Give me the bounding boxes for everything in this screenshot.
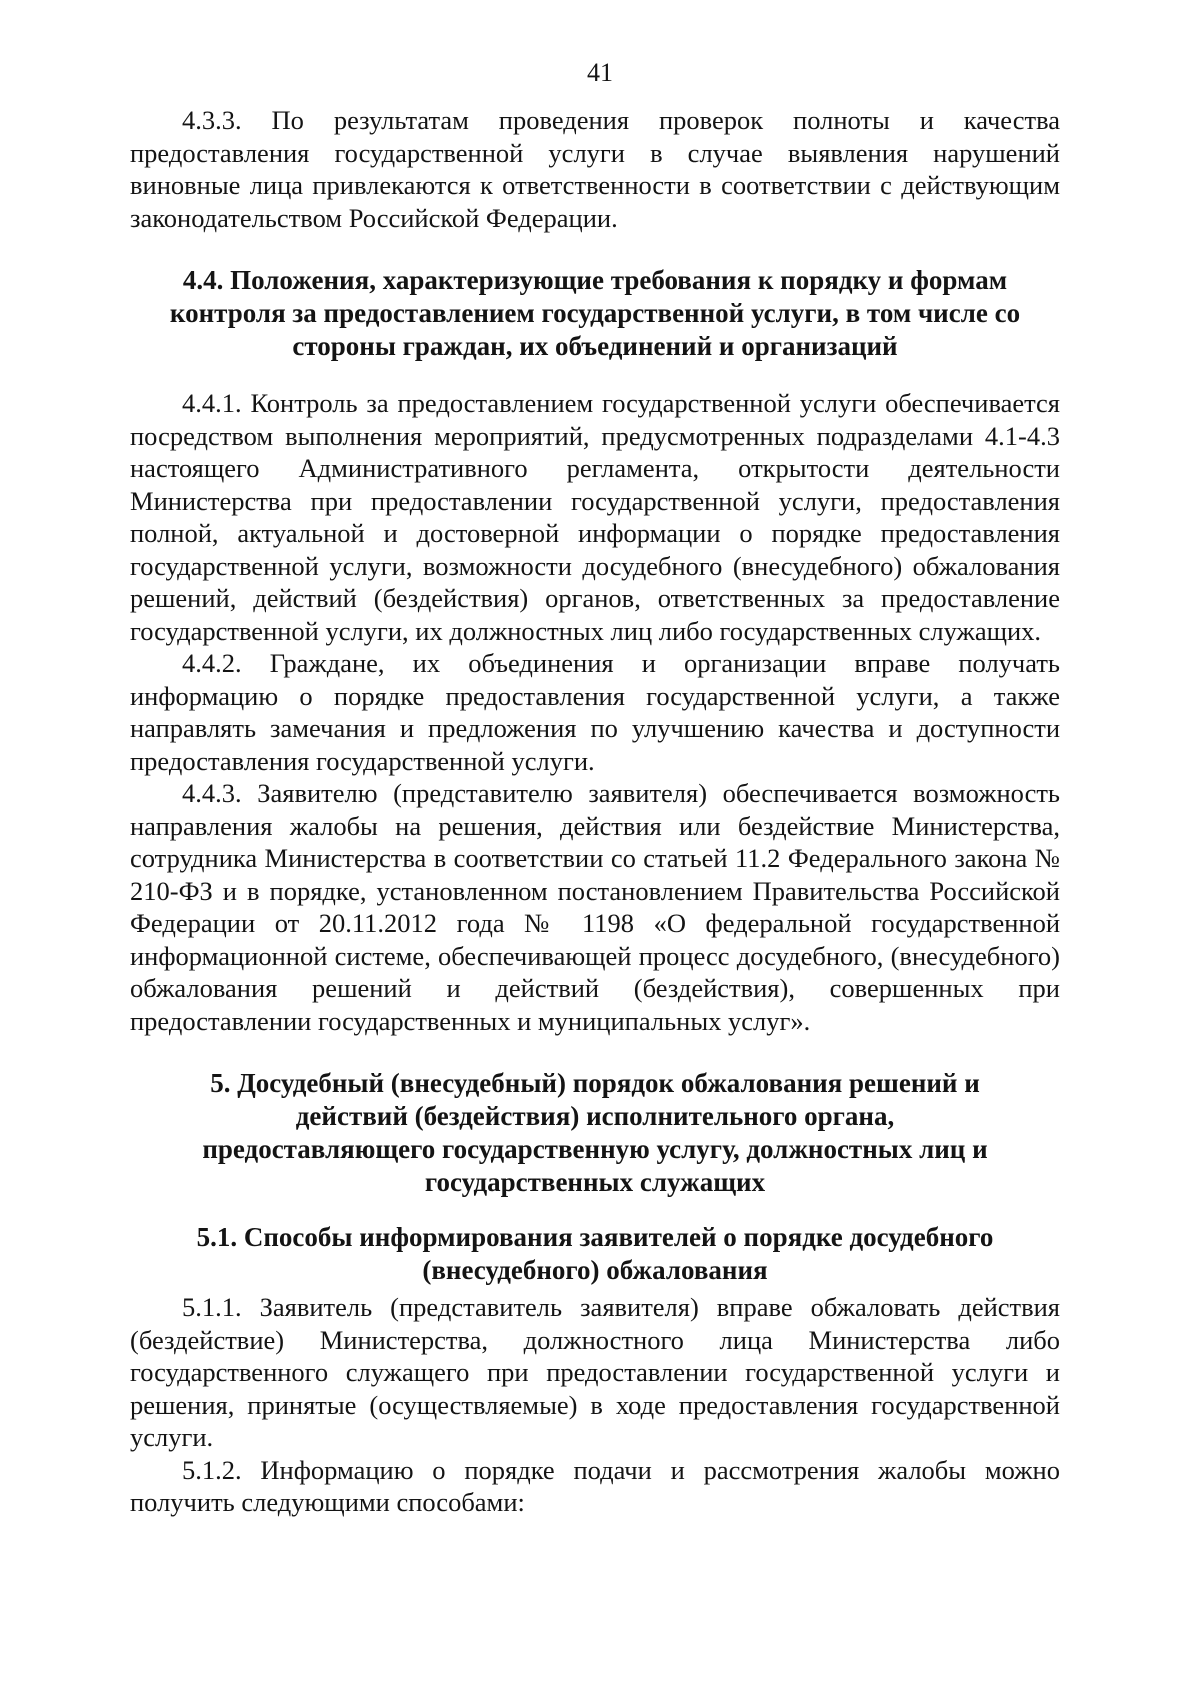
section-heading-5-1: 5.1. Способы информирования заявителей о порядке досудебного (внесудебного) обжалования	[196, 1222, 994, 1285]
paragraph-4-4-3: 4.4.3. Заявителю (представителю заявителя) обеспечивается возможность направления жалобы на решения, действия или бездействие Министерства, сотрудника Министерства в соответствии со статьей 11.2 Федерального закона № 210-ФЗ и в порядке, установленном постановлением Правительства Российской Федерации от 20.11.2012 года № 1198 «О федеральной государственной информационной системе, обеспечивающей процесс досудебного, (внесудебного) обжалования решений и действий (бездействия), совершенных при предоставлении государственных и муниципальных услуг».	[130, 778, 1060, 1036]
paragraph-4-3-3: 4.3.3. По результатам проведения проверок полноты и качества предоставления государственной услуги в случае выявления нарушений виновные лица привлекаются к ответственности в соответствии с действующим законодательством Российской Федерации.	[130, 105, 1060, 233]
paragraph-5-1-1: 5.1.1. Заявитель (представитель заявителя) вправе обжаловать действия (бездействие) Министерства, должностного лица Министерства либо государственного служащего при предоставлении государственной услуги и решения, принятые (осуществляемые) в ходе предоставления государственной услуги.	[130, 1292, 1060, 1452]
paragraph-4-4-2: 4.4.2. Граждане, их объединения и организации вправе получать информацию о порядке предоставления государственной услуги, а также направлять замечания и предложения по улучшению качества и доступности предоставления государственной услуги.	[130, 648, 1060, 776]
page-number: 41	[587, 58, 613, 87]
chapter-heading-5: 5. Досудебный (внесудебный) порядок обжалования решений и действий (бездействия) исполнительного органа, предоставляющего государственную услугу, должностных лиц и государственных служащих	[202, 1068, 988, 1197]
paragraph-5-1-2: 5.1.2. Информацию о порядке подачи и рассмотрения жалобы можно получить следующими способами:	[130, 1454, 1060, 1517]
document-body	[130, 104, 1060, 1519]
paragraph-4-4-1: 4.4.1. Контроль за предоставлением государственной услуги обеспечивается посредством выполнения мероприятий, предусмотренных подразделами 4.1-4.3 настоящего Административного регламента, открытости деятельности Министерства при предоставлении государственной услуги, предоставления полной, актуальной и достоверной информации о порядке предоставления государственной услуги, возможности досудебного (внесудебного) обжалования решений, действий (бездействия) органов, ответственных за предоставление государственной услуги, их должностных лиц либо государственных служащих.	[130, 388, 1060, 646]
section-heading-4-4: 4.4. Положения, характеризующие требования к порядку и формам контроля за предоставлением государственной услуги, в том числе со стороны граждан, их объединений и организаций	[169, 265, 1021, 361]
